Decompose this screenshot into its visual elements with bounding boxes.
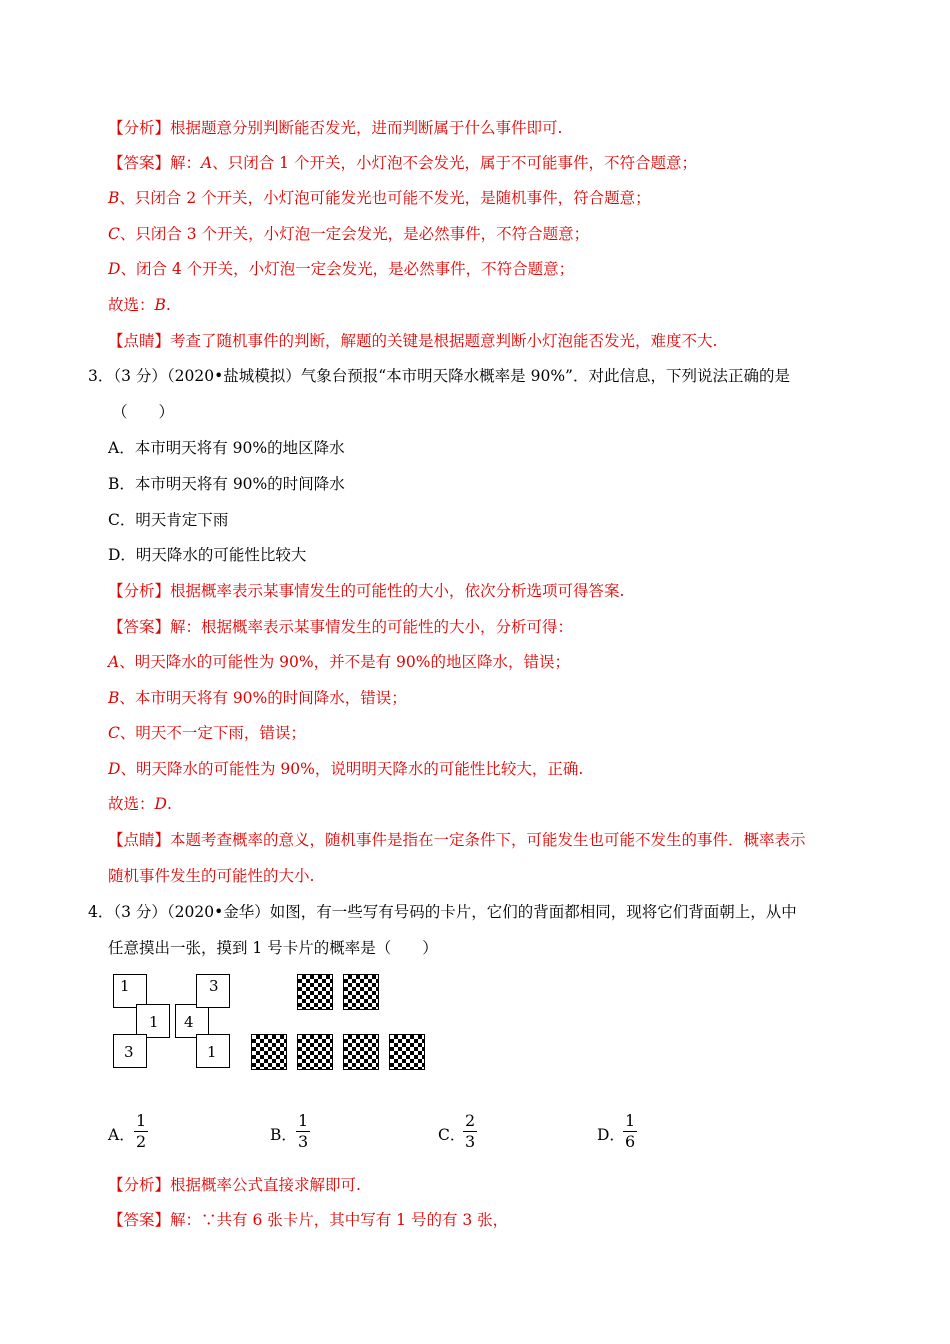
card-number: 1 (120, 977, 130, 995)
answer-line-text: 、只闭合 2 个开关，小灯泡可能发光也可能不发光，是随机事件，符合题意； (119, 189, 651, 207)
answer-text: 解：∵共有 6 张卡片，其中写有 1 号的有 3 张， (170, 1211, 509, 1229)
card-number: 3 (124, 1043, 134, 1061)
card-number: 1 (207, 1043, 217, 1061)
q3-option-a: A．本市明天将有 90%的地区降水 (108, 439, 345, 457)
comment-tag: 【点睛】 (108, 831, 171, 849)
q4-stem-line-2: 任意摸出一张，摸到 1 号卡片的概率是（ ） (108, 939, 438, 957)
q2-answer-d (108, 259, 574, 279)
q3-answer-c (108, 723, 306, 743)
answer-line-text: 、本市明天将有 90%的时间降水，错误； (119, 689, 407, 707)
card-back (297, 1034, 333, 1070)
answer-tag: 【答案】 (108, 1211, 171, 1229)
analysis-text: 根据概率公式直接求解即可. (170, 1176, 361, 1194)
card-front (175, 1004, 209, 1038)
q2-analysis (108, 118, 562, 138)
q2-comment (108, 331, 717, 351)
comment-text: 考查了随机事件的判断，解题的关键是根据题意判断小灯泡能否发光，难度不大. (170, 332, 718, 350)
q3-answer-d (108, 759, 583, 779)
denominator: 2 (136, 1132, 147, 1151)
answer-line-text: 、闭合 4 个开关，小灯泡一定会发光，是必然事件，不符合题意； (120, 260, 575, 278)
answer-text: 解：根据概率表示某事情发生的可能性的大小，分析可得： (170, 618, 574, 636)
analysis-text: 根据题意分别判断能否发光，进而判断属于什么事件即可. (170, 119, 563, 137)
answer-line-text: 、只闭合 3 个开关，小灯泡一定会发光，是必然事件，不符合题意； (119, 225, 590, 243)
answer-line-text: 、明天不一定下雨，错误； (119, 724, 306, 742)
answer-tag: 【答案】 (108, 154, 171, 172)
card-back (297, 974, 333, 1010)
answer-line-text: 、只闭合 1 个开关，小灯泡不会发光，属于不可能事件，不符合题意； (212, 154, 697, 172)
q3-comment-line-1 (108, 830, 806, 850)
q2-choose (108, 295, 171, 315)
card-back (389, 1034, 425, 1070)
q4-analysis (108, 1175, 361, 1195)
choose-letter: D (154, 795, 167, 813)
q2-answer-a (108, 153, 697, 173)
q3-comment-line-2: 随机事件发生的可能性的大小. (108, 867, 315, 885)
numerator: 1 (136, 1111, 147, 1130)
analysis-tag: 【分析】 (108, 1176, 171, 1194)
comment-tag: 【点睛】 (108, 332, 171, 350)
answer-line-text: 、明天降水的可能性为 90%，并不是有 90%的地区降水，错误； (119, 653, 570, 671)
denominator: 6 (625, 1132, 636, 1151)
card-front (196, 1034, 230, 1068)
option-letter: B (108, 189, 120, 207)
card-number: 4 (184, 1013, 194, 1031)
answer-line-text: 、明天降水的可能性为 90%，说明明天降水的可能性比较大，正确. (120, 760, 584, 778)
option-label: A． (108, 1126, 135, 1144)
q3-choose (108, 794, 172, 814)
q4-stem-line-1: 4．（3 分）（2020•金华）如图，有一些写有号码的卡片，它们的背面都相同，现将它们背面朝上，从中 (88, 903, 797, 921)
fraction (463, 1112, 477, 1151)
numerator: 2 (465, 1111, 476, 1130)
q3-stem: 3．（3 分）（2020•盐城模拟）气象台预报“本市明天降水概率是 90%”．对此信息，下列说法正确的是 (88, 367, 790, 385)
option-label: B． (270, 1126, 297, 1144)
choose-suffix: . (166, 795, 172, 813)
fraction (296, 1112, 310, 1151)
q3-option-d: D．明天降水的可能性比较大 (108, 546, 307, 564)
denominator: 3 (465, 1132, 476, 1151)
q4-answer (108, 1210, 508, 1230)
card-back (251, 1034, 287, 1070)
q3-blank: （ ） (112, 403, 175, 421)
q3-answer (108, 617, 573, 637)
q3-answer-b (108, 688, 407, 708)
analysis-text: 根据概率表示某事情发生的可能性的大小，依次分析选项可得答案. (170, 582, 625, 600)
answer-tag: 【答案】 (108, 618, 171, 636)
option-label: D． (597, 1126, 625, 1144)
q3-option-c: C．明天肯定下雨 (108, 511, 229, 529)
fraction (134, 1112, 148, 1151)
card-front (113, 1034, 147, 1068)
choose-letter: B (154, 296, 166, 314)
option-letter: C (108, 225, 120, 243)
option-letter: C (108, 724, 120, 742)
option-letter: A (108, 653, 120, 671)
option-letter: D (108, 260, 121, 278)
option-label: C． (438, 1126, 466, 1144)
choose-prefix: 故选： (108, 795, 155, 813)
comment-text: 本题考查概率的意义，随机事件是指在一定条件下，可能发生也可能不发生的事件．概率表示 (170, 831, 806, 849)
q3-answer-a (108, 652, 570, 672)
numerator: 1 (625, 1111, 636, 1130)
option-letter: B (108, 689, 120, 707)
card-number: 1 (149, 1013, 159, 1031)
analysis-tag: 【分析】 (108, 119, 171, 137)
card-number: 3 (209, 977, 219, 995)
denominator: 3 (298, 1132, 309, 1151)
option-letter: D (108, 760, 121, 778)
card-front (113, 974, 147, 1008)
numerator: 1 (298, 1111, 309, 1130)
card-front (136, 1004, 170, 1038)
answer-intro: 解： (170, 154, 202, 172)
analysis-tag: 【分析】 (108, 582, 171, 600)
q3-option-b: B．本市明天将有 90%的时间降水 (108, 475, 345, 493)
choose-suffix: . (165, 296, 171, 314)
card-back (343, 1034, 379, 1070)
card-back (343, 974, 379, 1010)
option-letter: A (201, 154, 213, 172)
q2-answer-b (108, 188, 651, 208)
fraction (623, 1112, 637, 1151)
q3-analysis (108, 581, 624, 601)
q2-answer-c (108, 224, 589, 244)
choose-prefix: 故选： (108, 296, 155, 314)
card-front (196, 974, 230, 1008)
